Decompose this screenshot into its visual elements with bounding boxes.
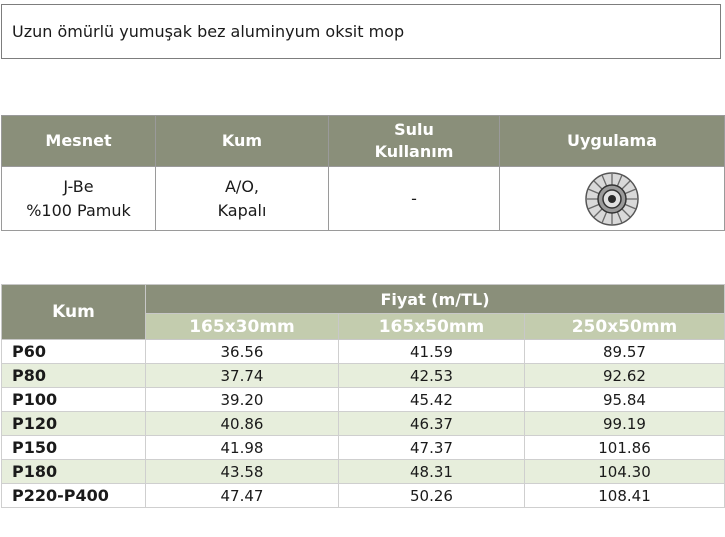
row-price: 95.84	[525, 388, 725, 412]
spec-header-kum: Kum	[156, 116, 329, 167]
row-kum: P150	[2, 436, 146, 460]
row-kum: P120	[2, 412, 146, 436]
spec-header-sulu	[329, 116, 500, 167]
spec-header-sulu-label: Sulu Kullanım	[374, 120, 454, 161]
row-price: 99.19	[525, 412, 725, 436]
spec-header-uygulama: Uygulama	[500, 116, 725, 167]
row-price: 101.86	[525, 436, 725, 460]
row-price: 104.30	[525, 460, 725, 484]
row-price: 41.59	[339, 340, 525, 364]
product-title: Uzun ömürlü yumuşak bez aluminyum oksit mop	[12, 22, 405, 41]
table-row	[2, 484, 725, 508]
row-price: 46.37	[339, 412, 525, 436]
row-price: 40.86	[146, 412, 339, 436]
spec-mesnet-line1: J-Be	[63, 176, 94, 196]
price-header-size-1: 165x30mm	[146, 314, 339, 340]
row-price: 43.58	[146, 460, 339, 484]
row-price: 37.74	[146, 364, 339, 388]
row-kum: P100	[2, 388, 146, 412]
table-row	[2, 340, 725, 364]
spec-kum-cell	[156, 167, 329, 231]
row-price: 47.37	[339, 436, 525, 460]
row-price: 108.41	[525, 484, 725, 508]
mop-wheel-icon	[584, 171, 640, 227]
spec-mesnet-line2: %100 Pamuk	[26, 200, 131, 220]
price-header-size-3: 250x50mm	[525, 314, 725, 340]
row-price: 45.42	[339, 388, 525, 412]
spec-kum-line1: A/O,	[224, 176, 259, 196]
row-kum: P180	[2, 460, 146, 484]
row-kum: P80	[2, 364, 146, 388]
spec-header-mesnet: Mesnet	[2, 116, 156, 167]
row-kum: P60	[2, 340, 146, 364]
table-row	[2, 460, 725, 484]
table-row	[2, 412, 725, 436]
price-header-kum: Kum	[2, 285, 146, 340]
row-price: 48.31	[339, 460, 525, 484]
product-title-box	[1, 4, 721, 59]
table-row	[2, 388, 725, 412]
spec-table	[1, 115, 725, 231]
row-price: 41.98	[146, 436, 339, 460]
table-row	[2, 436, 725, 460]
row-price: 42.53	[339, 364, 525, 388]
spec-mesnet-cell	[2, 167, 156, 231]
price-header-fiyat: Fiyat (m/TL)	[146, 285, 725, 314]
row-kum: P220-P400	[2, 484, 146, 508]
row-price: 89.57	[525, 340, 725, 364]
row-price: 92.62	[525, 364, 725, 388]
row-price: 39.20	[146, 388, 339, 412]
row-price: 50.26	[339, 484, 525, 508]
row-price: 36.56	[146, 340, 339, 364]
row-price: 47.47	[146, 484, 339, 508]
price-table	[1, 284, 725, 508]
spec-sulu-cell: -	[329, 167, 500, 231]
spec-kum-line2: Kapalı	[217, 200, 267, 220]
spec-uygulama-cell	[500, 167, 725, 231]
table-row	[2, 364, 725, 388]
price-header-size-2: 165x50mm	[339, 314, 525, 340]
